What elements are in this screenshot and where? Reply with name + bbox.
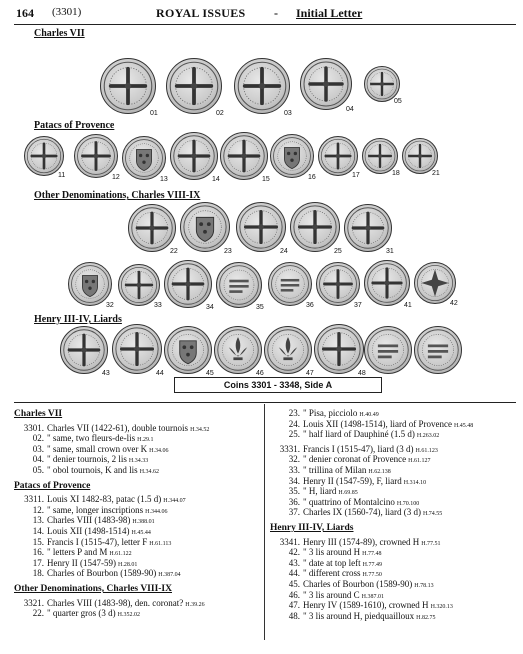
item-number: 12. <box>32 504 44 515</box>
coin-number: 25 <box>334 248 342 255</box>
coin-number: 18 <box>392 170 400 177</box>
coin-image <box>170 132 218 180</box>
list-item <box>270 429 510 440</box>
section-rows <box>270 408 510 440</box>
coin-number: 05 <box>394 98 402 105</box>
item-number: 33. <box>288 464 300 475</box>
section-title: Henry III-IV, Liards <box>270 522 354 533</box>
list-item <box>14 537 254 548</box>
item-number: 02. <box>32 433 44 444</box>
item-number: 35. <box>288 486 300 497</box>
coin-number: 14 <box>212 176 220 183</box>
coin-number: 37 <box>354 302 362 309</box>
page-reference: (3301) <box>52 6 82 18</box>
item-description: Louis XI 1482-83, patac (1.5 d) <box>47 494 162 505</box>
item-description: Charles IX (1560-74), liard (3 d) <box>303 507 421 518</box>
coin-number: 43 <box>102 370 110 377</box>
item-number: 24. <box>288 418 300 429</box>
item-description: " quarter gros (3 d) <box>47 608 116 619</box>
coin-number: 16 <box>308 174 316 181</box>
coin-image <box>314 324 364 374</box>
item-reference: H.28.01 <box>117 561 138 568</box>
plate-group-label: Patacs of Provence <box>34 120 115 131</box>
item-number: 13. <box>32 515 44 526</box>
coin-image <box>364 326 412 374</box>
plate-caption: Coins 3301 - 3348, Side A <box>174 377 382 393</box>
section-title: Charles VII <box>14 409 63 419</box>
coin-image <box>60 326 108 374</box>
list-item <box>270 486 510 497</box>
coin-number: 01 <box>150 110 158 117</box>
list-item <box>270 590 510 601</box>
item-description: " 3 lis around H, piedquailloux <box>303 610 415 621</box>
coin-image <box>414 326 462 374</box>
list-item <box>14 433 254 444</box>
item-number: 17. <box>32 557 44 568</box>
coin-image <box>24 136 64 176</box>
item-description: Charles of Bourbon (1589-90) <box>47 568 157 579</box>
coin-number: 15 <box>262 176 270 183</box>
item-number: 18. <box>32 568 44 579</box>
item-description: " denier coronat of Provence <box>303 454 407 465</box>
item-number: 44. <box>288 568 300 579</box>
list-item <box>14 547 254 558</box>
item-description: " same, longer inscriptions <box>47 504 144 515</box>
item-number: 37. <box>288 507 300 518</box>
list-item <box>14 568 254 579</box>
item-description: Charles VIII (1483-98) <box>47 515 131 526</box>
coin-image <box>364 66 400 102</box>
item-description: " H, liard <box>303 486 337 497</box>
section-rows <box>14 423 254 476</box>
item-number: 43. <box>288 557 300 568</box>
coin-image <box>118 264 160 306</box>
item-description: Henry IV (1589-1610), crowned H <box>303 600 429 611</box>
coin-image <box>364 260 410 306</box>
coin-image <box>128 204 176 252</box>
item-number: 04. <box>32 454 44 465</box>
list-item <box>270 444 510 455</box>
list-item <box>270 568 510 579</box>
item-reference: H.40.49 <box>359 412 379 418</box>
item-reference: H.34.06 <box>149 447 169 454</box>
item-reference: H.45.44 <box>131 529 151 536</box>
item-reference: H.61.113 <box>149 540 172 547</box>
list-item <box>14 444 254 455</box>
item-number: 3311. <box>24 494 44 505</box>
item-reference: H.344.06 <box>145 508 168 515</box>
item-reference: H.82.75 <box>416 614 436 621</box>
coin-image <box>166 58 222 114</box>
list-item <box>270 547 510 558</box>
item-reference: H.61.127 <box>408 458 431 465</box>
coin-number: 11 <box>58 172 66 179</box>
coin-number: 44 <box>156 370 164 377</box>
coin-number: 48 <box>358 370 366 377</box>
item-description: " quattrino of Montalcino <box>303 496 395 507</box>
item-reference: H.77.51 <box>421 540 441 547</box>
list-item <box>14 558 254 569</box>
coin-number: 33 <box>154 302 162 309</box>
item-number: 45. <box>288 578 300 589</box>
item-description: " same, small crown over K <box>47 443 148 454</box>
item-number: 14. <box>32 525 44 536</box>
list-item <box>14 505 254 516</box>
coin-image <box>112 324 162 374</box>
coin-number: 42 <box>450 300 458 307</box>
coin-number: 22 <box>170 248 178 255</box>
coin-image <box>180 202 230 252</box>
coin-image <box>268 262 312 306</box>
coin-number: 45 <box>206 370 214 377</box>
item-description: " same, two fleurs-de-lis <box>47 433 136 444</box>
plate-group-label: Henry III-IV, Liards <box>34 314 122 325</box>
item-number: 32. <box>288 454 300 465</box>
coin-image <box>100 58 156 114</box>
item-reference: H.387.04 <box>158 572 181 579</box>
item-reference: H.352.02 <box>117 612 140 619</box>
item-number: 48. <box>288 610 300 621</box>
coin-number: 41 <box>404 302 412 309</box>
item-description: " 3 lis around H <box>303 547 361 558</box>
item-reference: H.77.50 <box>362 572 382 579</box>
coin-number: 12 <box>112 174 120 181</box>
list-item <box>270 558 510 569</box>
item-description: " half liard of Dauphiné (1.5 d) <box>303 429 415 440</box>
item-description: Henry III (1574-89), crowned H <box>303 536 420 547</box>
right-column <box>270 404 510 621</box>
item-description: " obol tournois, K and lis <box>47 464 138 475</box>
coin-image <box>264 326 312 374</box>
coin-image <box>344 204 392 252</box>
item-description: Louis XII (1498-1514), liard of Provence <box>303 418 452 429</box>
coin-image <box>122 136 166 180</box>
item-reference: H.77.49 <box>362 561 382 568</box>
coin-image <box>290 202 340 252</box>
coin-number: 46 <box>256 370 264 377</box>
item-reference: H.74.55 <box>422 511 443 518</box>
item-reference: H.70.100 <box>396 500 420 507</box>
coin-number: 23 <box>224 248 232 255</box>
item-reference: H.78.13 <box>414 582 434 589</box>
title-separator: - <box>274 6 278 20</box>
item-description: Henry II (1547-59) <box>47 557 116 568</box>
item-description: Charles VII (1422-61), double tournois <box>47 422 189 433</box>
plate-group-label: Other Denominations, Charles VIII-IX <box>34 190 201 201</box>
list-item <box>270 497 510 508</box>
item-description: Louis XII (1498-1514) <box>47 525 130 536</box>
left-column <box>14 404 254 619</box>
item-description: " date at top left <box>303 557 361 568</box>
item-description: Charles of Bourbon (1589-90) <box>303 578 413 589</box>
list-item <box>270 579 510 590</box>
coin-image <box>74 134 118 178</box>
coin-image <box>318 136 358 176</box>
section-rows <box>14 494 254 579</box>
item-description: " trillina of Milan <box>303 464 367 475</box>
item-description: Francis I (1515-47), letter F <box>47 536 148 547</box>
item-description: " denier tournois, 2 lis <box>47 454 127 465</box>
coin-image <box>270 134 314 178</box>
coin-image <box>414 262 456 304</box>
item-reference: H.29.1 <box>137 437 154 444</box>
section-title: Patacs of Provence <box>14 480 91 491</box>
coin-number: 24 <box>280 248 288 255</box>
item-reference: H.77.48 <box>362 551 382 558</box>
list-item <box>270 454 510 465</box>
coin-image <box>300 58 352 110</box>
header-rule <box>14 24 516 25</box>
item-number: 16. <box>32 547 44 558</box>
item-reference: H.61.123 <box>415 447 438 454</box>
list-item <box>14 454 254 465</box>
item-number: 03. <box>32 443 44 454</box>
list-item <box>14 608 254 619</box>
coin-number: 21 <box>432 170 440 177</box>
item-reference: H.34.62 <box>139 468 160 475</box>
item-reference: H.61.122 <box>109 551 132 558</box>
list-item <box>270 611 510 622</box>
item-number: 3301. <box>23 422 44 433</box>
coin-image <box>402 138 438 174</box>
list-item <box>270 600 510 611</box>
list-item <box>14 494 254 505</box>
item-description: " different cross <box>303 568 361 579</box>
item-reference: H.34.52 <box>190 426 210 433</box>
coin-plate <box>14 26 516 402</box>
item-description: Charles VIII (1483-98), den. coronat? <box>47 597 184 608</box>
item-reference: H.263.02 <box>416 433 440 440</box>
list-item <box>14 526 254 537</box>
item-reference: H.344.07 <box>163 498 186 505</box>
coin-image <box>236 202 286 252</box>
item-number: 47. <box>288 600 300 611</box>
page-number: 164 <box>16 6 34 20</box>
coin-image <box>214 326 262 374</box>
section-rows <box>14 598 254 619</box>
item-description: " Pisa, picciolo <box>303 408 358 418</box>
coin-image <box>234 58 290 114</box>
item-reference: H.320.13 <box>430 604 453 611</box>
coin-image <box>316 262 360 306</box>
item-description: " 3 lis around C <box>303 589 360 600</box>
item-number: 36. <box>288 496 300 507</box>
plate-group-label: Charles VII <box>34 28 85 39</box>
item-reference: H.314.10 <box>403 479 427 486</box>
item-number: 34. <box>288 475 300 486</box>
page-header <box>16 6 516 24</box>
item-reference: H.69.85 <box>338 490 358 497</box>
item-number: 46. <box>288 589 300 600</box>
list-item <box>270 419 510 430</box>
page-subtitle: Initial Letter <box>296 6 363 20</box>
item-description: Francis I (1515-47), liard (3 d) <box>303 443 414 454</box>
section-rows <box>270 444 510 518</box>
list-item <box>270 507 510 518</box>
item-description: " letters P and M <box>47 547 108 558</box>
coin-number: 17 <box>352 172 360 179</box>
item-number: 15. <box>32 536 44 547</box>
plate-rule <box>14 402 516 403</box>
coin-image <box>68 262 112 306</box>
item-number: 42. <box>288 547 300 558</box>
item-reference: H.39.26 <box>185 601 205 608</box>
coin-image <box>362 138 398 174</box>
coin-number: 32 <box>106 302 114 309</box>
section-rows <box>270 537 510 622</box>
item-reference: H.45.48 <box>453 422 474 429</box>
coin-image <box>220 132 268 180</box>
listing <box>14 404 516 644</box>
coin-number: 02 <box>216 110 224 117</box>
coin-number: 03 <box>284 110 292 117</box>
coin-number: 31 <box>386 248 394 255</box>
coin-number: 36 <box>306 302 314 309</box>
item-number: 3341. <box>279 536 300 547</box>
coin-image <box>164 260 212 308</box>
coin-image <box>216 262 262 308</box>
list-item <box>270 537 510 548</box>
coin-number: 34 <box>206 304 214 311</box>
list-item <box>14 598 254 609</box>
coin-number: 35 <box>256 304 264 311</box>
list-item <box>270 408 510 419</box>
item-number: 05. <box>32 464 44 475</box>
page-title: ROYAL ISSUES <box>156 6 246 20</box>
item-description: Henry II (1547-59), F, liard <box>303 475 402 486</box>
list-item <box>270 476 510 487</box>
item-reference: H.62.138 <box>368 468 391 475</box>
coin-number: 47 <box>306 370 314 377</box>
item-number: 23. <box>288 408 300 418</box>
coin-image <box>164 326 212 374</box>
item-number: 25. <box>288 429 300 440</box>
coin-number: 13 <box>160 176 168 183</box>
item-reference: H.34.33 <box>128 458 149 465</box>
item-number: 3331. <box>279 443 300 454</box>
list-item <box>14 423 254 434</box>
list-item <box>270 465 510 476</box>
item-reference: H.388.01 <box>132 519 155 526</box>
list-item <box>14 515 254 526</box>
list-item <box>14 465 254 476</box>
item-number: 3321. <box>23 597 44 608</box>
item-number: 22. <box>32 608 44 619</box>
item-reference: H.387.01 <box>361 593 385 600</box>
coin-number: 04 <box>346 106 354 113</box>
section-title: Other Denominations, Charles VIII-IX <box>14 583 172 594</box>
